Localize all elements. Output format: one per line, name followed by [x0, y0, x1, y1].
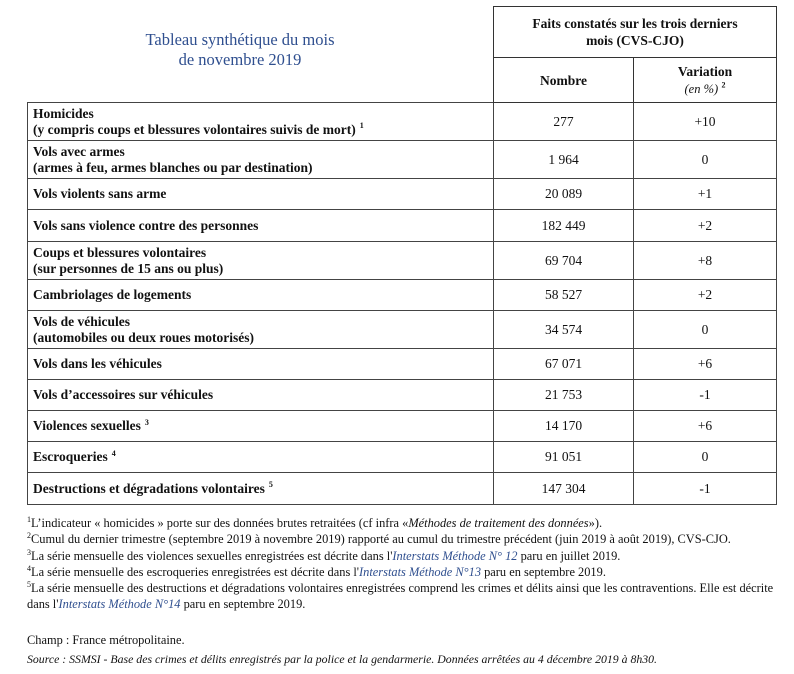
- row-footnote-ref: 5: [268, 480, 273, 489]
- header-variation: [634, 58, 777, 103]
- row-label-main: Destructions et dégradations volontaires: [33, 480, 265, 496]
- row-label: [28, 280, 494, 311]
- row-label: [28, 242, 494, 280]
- table-row: [28, 442, 777, 473]
- footnote-1-num: 1: [27, 514, 31, 524]
- interstats-12-link[interactable]: Interstats Méthode N° 12: [392, 548, 518, 563]
- scope-note: Champ : France métropolitaine.: [27, 633, 185, 647]
- footnote-5: [27, 580, 779, 613]
- table-row: [28, 141, 777, 179]
- footnote-1: [27, 515, 779, 531]
- table-row: [28, 473, 777, 505]
- header-group-line-2: mois (CVS-CJO): [586, 33, 684, 48]
- footnote-2: [27, 531, 779, 547]
- row-label: [28, 442, 494, 473]
- row-label-main: Cambriolages de logements: [33, 287, 192, 302]
- row-variation: +2: [634, 210, 777, 242]
- footnote-3-end: paru en juillet 2019.: [517, 548, 621, 563]
- title-line-1: Tableau synthétique du mois: [145, 30, 335, 49]
- row-label-detail: (armes à feu, armes blanches ou par destination): [33, 159, 313, 175]
- footnote-4-num: 4: [27, 563, 31, 573]
- row-variation: +10: [634, 103, 777, 141]
- footnote-3-text: La série mensuelle des violences sexuelles enregistrées est décrite dans l': [31, 548, 393, 563]
- row-count: 20 089: [494, 179, 634, 210]
- row-label-main: Vols avec armes: [33, 143, 125, 159]
- row-variation: -1: [634, 380, 777, 411]
- row-label-main: Homicides: [33, 105, 94, 121]
- row-count: 69 704: [494, 242, 634, 280]
- row-count: 1 964: [494, 141, 634, 179]
- row-variation: 0: [634, 442, 777, 473]
- table-row: [28, 380, 777, 411]
- row-footnote-ref: 1: [359, 121, 364, 130]
- table-row: [28, 210, 777, 242]
- footnote-3-num: 3: [27, 547, 31, 557]
- row-label: [28, 411, 494, 442]
- row-label: [28, 380, 494, 411]
- row-label-detail: (automobiles ou deux roues motorisés): [33, 329, 254, 345]
- footnote-5-text: La série mensuelle des destructions et dégradations volontaires enregistrées comprend les crimes et délits ainsi que les contraventions. Elle est décrite dans l': [27, 581, 774, 612]
- row-count: 277: [494, 103, 634, 141]
- row-label: [28, 473, 494, 505]
- row-count: 91 051: [494, 442, 634, 473]
- table-row: [28, 242, 777, 280]
- row-label: [28, 179, 494, 210]
- row-count: 34 574: [494, 311, 634, 349]
- header-count: Nombre: [494, 58, 634, 103]
- footnote-4: [27, 564, 779, 580]
- row-count: 67 071: [494, 349, 634, 380]
- row-label: [28, 210, 494, 242]
- row-variation: 0: [634, 141, 777, 179]
- table-row: [28, 179, 777, 210]
- footnote-2-num: 2: [27, 531, 31, 541]
- footnote-1-italic: Méthodes de traitement des données: [408, 516, 589, 530]
- table-row: [28, 349, 777, 380]
- footnote-4-text: La série mensuelle des escroqueries enregistrées est décrite dans l': [31, 564, 360, 579]
- header-variation-note: 2: [721, 80, 726, 89]
- interstats-13-link[interactable]: Interstats Méthode N°13: [359, 564, 482, 579]
- footnote-5-num: 5: [27, 580, 31, 590]
- row-label-main: Violences sexuelles: [33, 418, 141, 433]
- header-variation-unit: (en %): [684, 81, 719, 96]
- table-row: [28, 311, 777, 349]
- footnote-1-end: »).: [588, 516, 603, 530]
- footnote-3: [27, 548, 779, 564]
- header-group: [494, 7, 777, 58]
- row-label-main: Vols d’accessoires sur véhicules: [33, 387, 214, 402]
- footnote-1-text: L’indicateur « homicides » porte sur des données brutes retraitées (cf infra «: [31, 516, 409, 530]
- table-row: [28, 280, 777, 311]
- row-variation: +6: [634, 411, 777, 442]
- row-variation: -1: [634, 473, 777, 505]
- row-count: 21 753: [494, 380, 634, 411]
- row-label: [28, 311, 494, 349]
- row-label: [28, 103, 494, 141]
- interstats-14-link[interactable]: Interstats Méthode N°14: [58, 597, 181, 612]
- row-label-main: Escroqueries: [33, 449, 108, 464]
- footnote-4-end: paru en septembre 2019.: [481, 564, 606, 579]
- row-count: 147 304: [494, 473, 634, 505]
- footnote-5-end: paru en septembre 2019.: [180, 597, 306, 612]
- row-label-main: Vols violents sans arme: [33, 186, 167, 201]
- footnotes: [27, 515, 779, 613]
- header-group-line-1: Faits constatés sur les trois derniers: [532, 16, 738, 31]
- table-row: [28, 411, 777, 442]
- row-variation: +1: [634, 179, 777, 210]
- row-footnote-ref: 4: [111, 448, 116, 458]
- row-label: [28, 141, 494, 179]
- source-note: Source : SSMSI - Base des crimes et délits enregistrés par la police et la gendarmerie. Données arrêtées au 4 décembre 2019 à 8h30.: [27, 652, 658, 666]
- row-count: 182 449: [494, 210, 634, 242]
- title-line-2: de novembre 2019: [178, 50, 302, 69]
- row-label-detail: (y compris coups et blessures volontaires suivis de mort): [33, 121, 356, 137]
- row-variation: +8: [634, 242, 777, 280]
- row-label-main: Vols dans les véhicules: [33, 356, 162, 371]
- row-label-main: Vols de véhicules: [33, 313, 131, 329]
- footnote-2-text: Cumul du dernier trimestre (septembre 2019 à novembre 2019) rapporté au cumul du trimestre précédent (juin 2019 à août 2019), CVS-CJO.: [31, 532, 731, 547]
- row-variation: +6: [634, 349, 777, 380]
- row-label: [28, 349, 494, 380]
- row-label-main: Coups et blessures volontaires: [33, 244, 207, 260]
- row-label-main: Vols sans violence contre des personnes: [33, 217, 259, 233]
- row-footnote-ref: 3: [144, 417, 149, 427]
- table-row: [28, 103, 777, 141]
- header-variation-label: Variation: [677, 63, 733, 79]
- row-count: 58 527: [494, 280, 634, 311]
- row-variation: 0: [634, 311, 777, 349]
- row-label-detail: (sur personnes de 15 ans ou plus): [33, 260, 224, 276]
- row-count: 14 170: [494, 411, 634, 442]
- summary-table: [27, 6, 777, 505]
- row-variation: +2: [634, 280, 777, 311]
